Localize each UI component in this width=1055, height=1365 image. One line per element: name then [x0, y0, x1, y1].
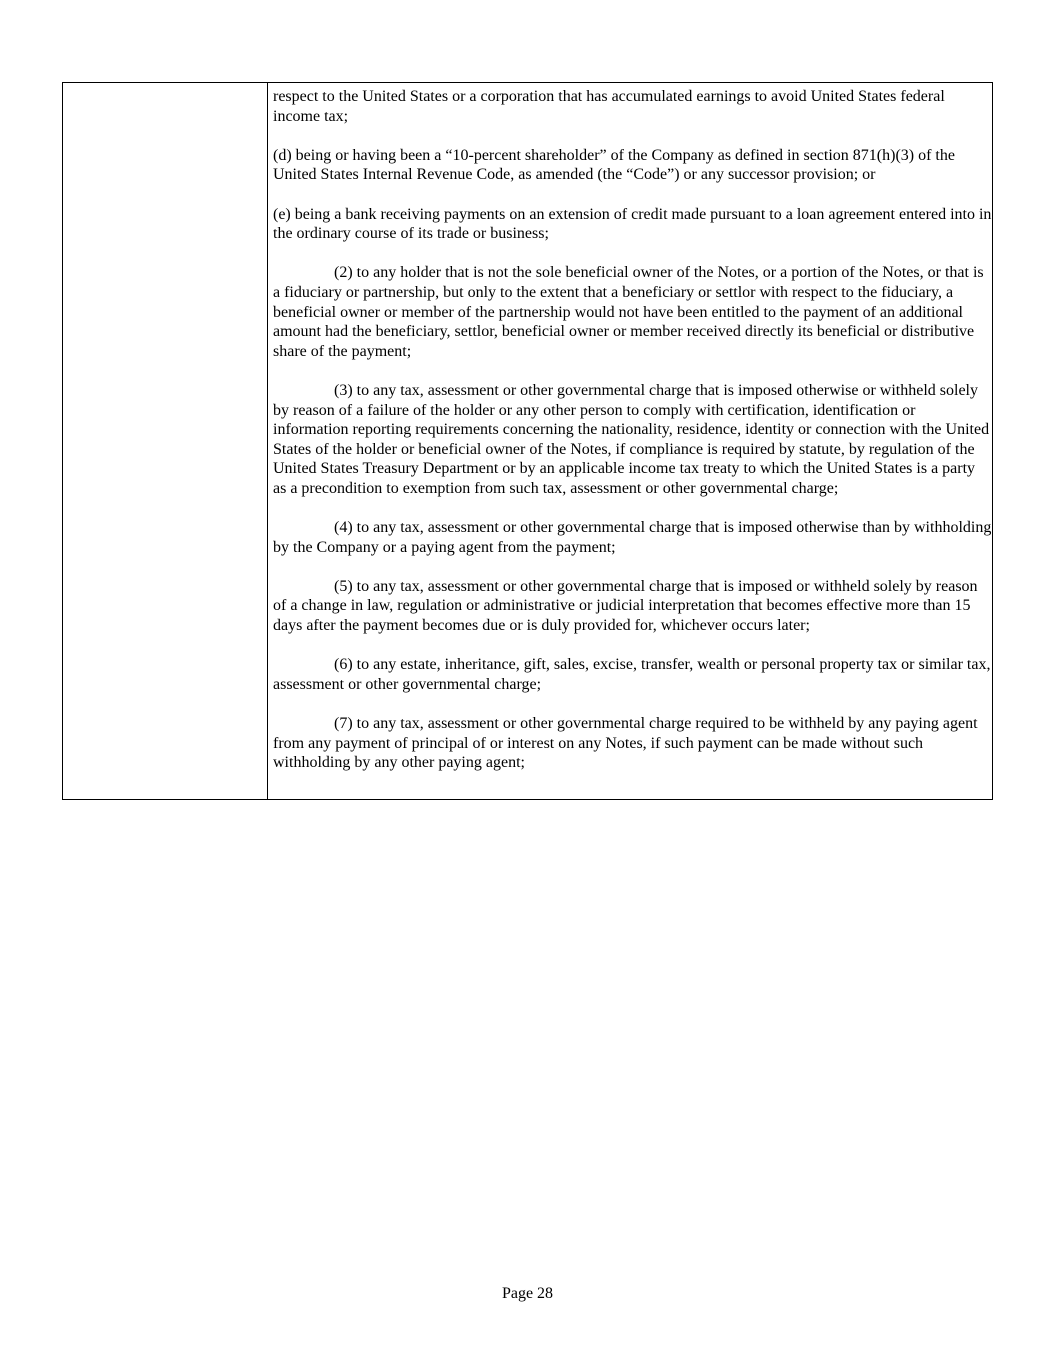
content-table — [62, 82, 993, 800]
paragraph-item-6: (6) to any estate, inheritance, gift, sales, excise, transfer, wealth or personal property tax or similar tax, assessment or other governmental charge; — [273, 656, 991, 693]
paragraph-item-3: (3) to any tax, assessment or other governmental charge that is imposed otherwise or withheld solely by reason of a failure of the holder or any other person to comply with certification, identification or information reporting requirements concerning the nationality, residence, identity or connection with the United States of the holder or beneficial owner of the Notes, if compliance is required by statute, by regulation of the United States Treasury Department or by an applicable income tax treaty to which the United States is a party as a precondition to exemption from such tax, assessment or other governmental charge; — [273, 381, 990, 497]
paragraph-clause-d: (d) being or having been a “10-percent shareholder” of the Company as defined in section 871(h)(3) of the United States Internal Revenue Code, as amended (the “Code”) or any successor provision; or — [273, 146, 955, 184]
paragraph-item-2: (2) to any holder that is not the sole beneficial owner of the Notes, or a portion of the Notes, or that is a fiduciary or partnership, but only to the extent that a beneficiary or settlor with respect to the fiduciary, a beneficial owner or member of the partnership would not have been entitled to the payment of an additional amount had the beneficiary, settlor, beneficial owner or member received directly its beneficial or distributive share of the payment; — [273, 264, 984, 360]
paragraph-item-5: (5) to any tax, assessment or other governmental charge that is imposed or withheld solely by reason of a change in law, regulation or administrative or judicial interpretation that becomes effective more than 15 days after the payment becomes due or is duly provided for, whichever occurs later; — [273, 577, 978, 635]
paragraph-clause-e: (e) being a bank receiving payments on an extension of credit made pursuant to a loan agreement entered into in the ordinary course of its trade or business; — [273, 205, 992, 243]
paragraph-item-7: (7) to any tax, assessment or other governmental charge required to be withheld by any paying agent from any payment of principal of or interest on any Notes, if such payment can be made without such withholding by any other paying agent; — [273, 715, 978, 772]
paragraph-item-4: (4) to any tax, assessment or other governmental charge that is imposed otherwise than by withholding by the Company or a paying agent from the payment; — [273, 519, 992, 556]
page-number: Page 28 — [501, 1285, 554, 1302]
paragraph-continuation: respect to the United States or a corporation that has accumulated earnings to avoid United States federal income tax; — [273, 88, 945, 125]
table-left-cell — [63, 83, 268, 799]
table-right-cell — [268, 83, 992, 799]
